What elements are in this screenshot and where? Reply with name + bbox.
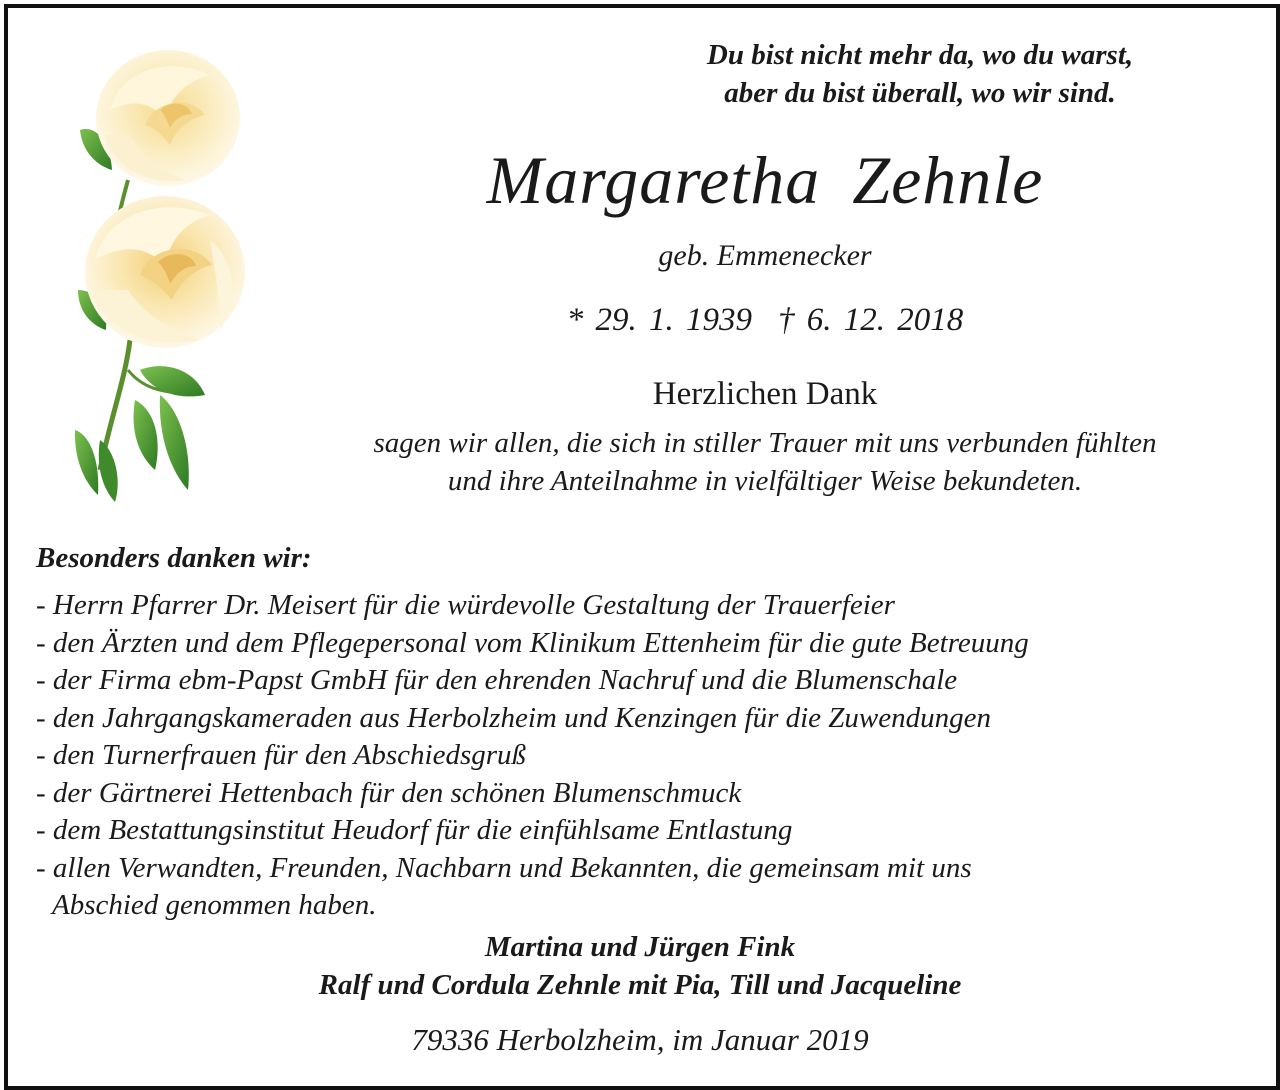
quote-line-2: aber du bist überall, wo wir sind. (724, 77, 1116, 109)
thanks-text-line-2: und ihre Anteilnahme in vielfältiger Weise bekundeten. (447, 465, 1083, 497)
list-item: - den Ärzten und dem Pflegepersonal vom Klinikum Ettenheim für die gute Betreuung (36, 626, 1029, 659)
deceased-name: Margaretha Zehnle (486, 142, 1044, 218)
birth-date: * 29. 1. 1939 (566, 302, 752, 338)
signer-line-1: Martina und Jürgen Fink (484, 931, 796, 963)
list-item: - den Jahrgangskameraden aus Herbolzheim und Kenzingen für die Zuwendungen (36, 701, 992, 734)
list-item: - der Gärtnerei Hettenbach für den schönen Blumenschmuck (36, 776, 742, 809)
thanks-text-line-1: sagen wir allen, die sich in stiller Trauer mit uns verbunden fühlten (373, 427, 1157, 459)
roses-illustration (70, 40, 250, 510)
signer-line-2: Ralf und Cordula Zehnle mit Pia, Till und Jacqueline (318, 969, 962, 1001)
death-date: † 6. 12. 2018 (778, 302, 964, 338)
list-item-continuation: Abschied genommen haben. (52, 889, 377, 921)
list-item: - der Firma ebm-Papst GmbH für den ehrenden Nachruf und die Blumenschale (36, 664, 958, 696)
quote-line-1: Du bist nicht mehr da, wo du warst, (706, 39, 1134, 71)
life-dates (300, 298, 1230, 342)
list-item: - dem Bestattungsinstitut Heudorf für die einfühlsame Entlastung (36, 814, 793, 846)
thanks-heading: Herzlichen Dank (652, 376, 878, 412)
list-item: - Herrn Pfarrer Dr. Meisert für die würdevolle Gestaltung der Trauerfeier (36, 589, 895, 621)
list-item: - allen Verwandten, Freunden, Nachbarn und Bekannten, die gemeinsam mit uns (36, 851, 972, 884)
list-item: - den Turnerfrauen für den Abschiedsgruß (36, 739, 527, 771)
birth-name: geb. Emmenecker (658, 239, 872, 272)
signers (100, 928, 1180, 1004)
quote (600, 36, 1240, 112)
place-date: 79336 Herbolzheim, im Januar 2019 (411, 1022, 869, 1057)
special-thanks-heading: Besonders danken wir: (36, 542, 312, 574)
thanks-text (270, 424, 1260, 500)
thanks-list (36, 587, 1256, 925)
